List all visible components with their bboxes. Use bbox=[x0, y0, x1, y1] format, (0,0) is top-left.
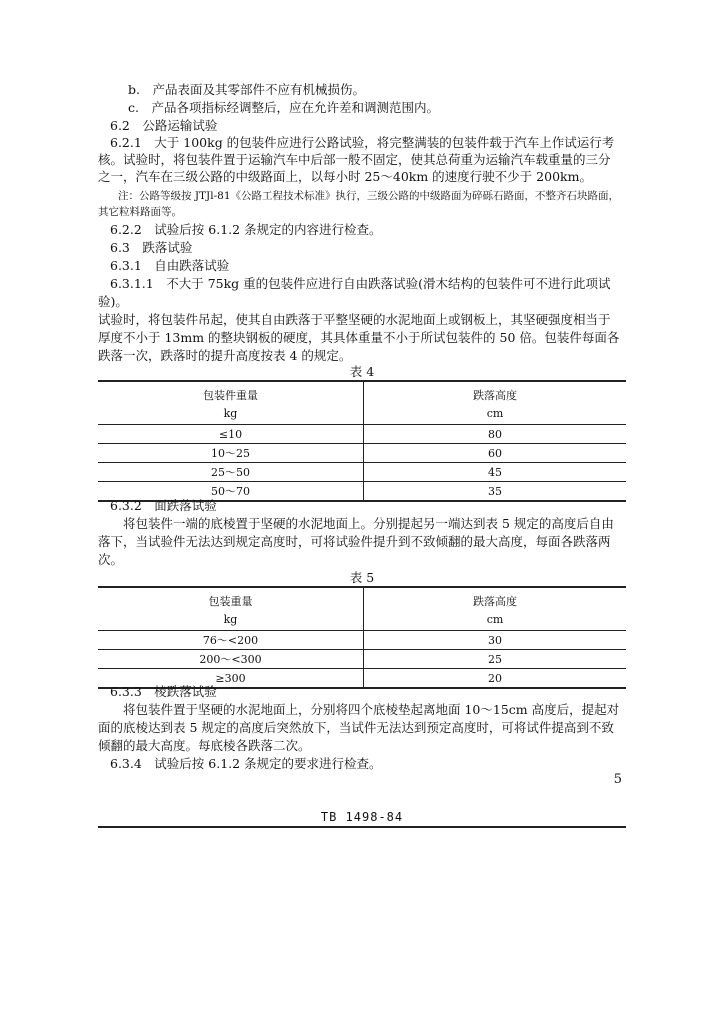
height-cell: 60 bbox=[364, 444, 627, 463]
table-row bbox=[98, 650, 626, 669]
table-row bbox=[98, 463, 626, 482]
clause-6-2-1-line-2: 核。试验时，将包装件置于运输汽车中后部一般不固定，使其总荷重为运输汽车载重量的三分 bbox=[98, 152, 611, 167]
clause-6-2-1-line-1: 6.2.1 大于 100kg 的包装件应进行公路试验，将完整满装的包装件载于汽车上作试运行考 bbox=[110, 135, 615, 150]
standard-code: TB 1498-84 bbox=[320, 810, 404, 824]
clause-6-2-2: 6.2.2 试验后按 6.1.2 条规定的内容进行检查。 bbox=[110, 222, 382, 237]
height-cell: 30 bbox=[364, 631, 627, 650]
height-cell: 20 bbox=[364, 669, 627, 689]
face-para-line-3: 次。 bbox=[98, 552, 124, 567]
clause-6-3-1-heading: 6.3.1 自由跌落试验 bbox=[110, 258, 230, 273]
note-line-1: 注：公路等级按 JTJl-81《公路工程技术标准》执行，三级公路的中级路面为碎砾石路面，不整齐石块路面， bbox=[118, 190, 620, 202]
edge-para-line-3: 倾翻的最大高度。每底棱各跌落二次。 bbox=[98, 738, 311, 753]
height-cell: 80 bbox=[364, 425, 627, 444]
table-5-col1-unit: kg bbox=[98, 610, 364, 631]
table-5-col1-header: 包装重量 bbox=[98, 587, 364, 610]
face-para-line-2: 落下，当试验件无法达到规定高度时，可将试验件提升到不致倾翻的最大高度，每面各跌落两 bbox=[98, 534, 611, 549]
note-line-2: 其它粒料路面等。 bbox=[98, 206, 182, 218]
clause-6-3-2-heading: 6.3.2 面跌落试验 bbox=[110, 498, 217, 513]
weight-cell: 10～25 bbox=[98, 444, 364, 463]
table-4-col1-header: 包装件重量 bbox=[98, 381, 364, 404]
table-5-col2-header: 跌落高度 bbox=[364, 587, 627, 610]
weight-cell: 50～70 bbox=[98, 482, 364, 502]
section-6-3-heading: 6.3 跌落试验 bbox=[110, 240, 193, 255]
clause-6-3-4: 6.3.4 试验后按 6.1.2 条规定的要求进行检查。 bbox=[110, 756, 382, 771]
height-cell: 45 bbox=[364, 463, 627, 482]
table-4-col2-unit: cm bbox=[364, 404, 627, 425]
table-4-col2-header: 跌落高度 bbox=[364, 381, 627, 404]
drop-para-line-3: 跌落一次，跌落时的提升高度按表 4 的规定。 bbox=[98, 348, 352, 363]
table-5 bbox=[98, 586, 626, 689]
table-row bbox=[98, 425, 626, 444]
weight-cell: ≥300 bbox=[98, 669, 364, 689]
drop-para-line-2: 厚度不小于 13mm 的整块钢板的硬度，其具体重量不小于所试包装件的 50 倍。包装件每面各 bbox=[98, 330, 620, 345]
table-5-caption: 表 5 bbox=[349, 570, 375, 585]
table-4-col1-unit: kg bbox=[98, 404, 364, 425]
section-6-2-heading: 6.2 公路运输试验 bbox=[110, 118, 218, 133]
drop-para-line-1: 试验时，将包装件吊起，使其自由跌落于平整坚硬的水泥地面上或钢板上，其坚硬强度相当于 bbox=[98, 312, 611, 327]
item-b: b. 产品表面及其零部件不应有机械损伤。 bbox=[128, 82, 365, 97]
table-4 bbox=[98, 380, 626, 502]
weight-cell: ≤10 bbox=[98, 425, 364, 444]
table-row bbox=[98, 444, 626, 463]
height-cell: 35 bbox=[364, 482, 627, 502]
face-para-line-1: 将包装件一端的底棱置于坚硬的水泥地面上。分别提起另一端达到表 5 规定的高度后自由 bbox=[98, 516, 614, 531]
footer-rule bbox=[98, 826, 626, 828]
table-5-col2-unit: cm bbox=[364, 610, 627, 631]
weight-cell: 76～<200 bbox=[98, 631, 364, 650]
clause-6-2-1-line-3: 之一，汽车在三级公路的中级路面上，以每小时 25～40km 的速度行驶不少于 200km。 bbox=[98, 169, 592, 184]
item-c: c. 产品各项指标经调整后，应在允许差和调测范围内。 bbox=[128, 100, 439, 115]
clause-6-3-1-1-line-2: 验)。 bbox=[98, 294, 128, 309]
weight-cell: 25～50 bbox=[98, 463, 364, 482]
page-number: 5 bbox=[613, 772, 622, 787]
edge-para-line-2: 面的底棱达到表 5 规定的高度后突然放下，当试件无法达到预定高度时，可将试件提高到不致 bbox=[98, 720, 614, 735]
weight-cell: 200～<300 bbox=[98, 650, 364, 669]
height-cell: 25 bbox=[364, 650, 627, 669]
table-row bbox=[98, 631, 626, 650]
edge-para-line-1: 将包装件置于坚硬的水泥地面上，分别将四个底棱垫起离地面 10～15cm 高度后，提起对 bbox=[98, 702, 620, 717]
table-4-caption: 表 4 bbox=[349, 364, 375, 379]
clause-6-3-1-1-line-1: 6.3.1.1 不大于 75kg 重的包装件应进行自由跌落试验(滑木结构的包装件可不进行此项试 bbox=[110, 276, 611, 291]
clause-6-3-3-heading: 6.3.3 棱跌落试验 bbox=[110, 684, 217, 699]
